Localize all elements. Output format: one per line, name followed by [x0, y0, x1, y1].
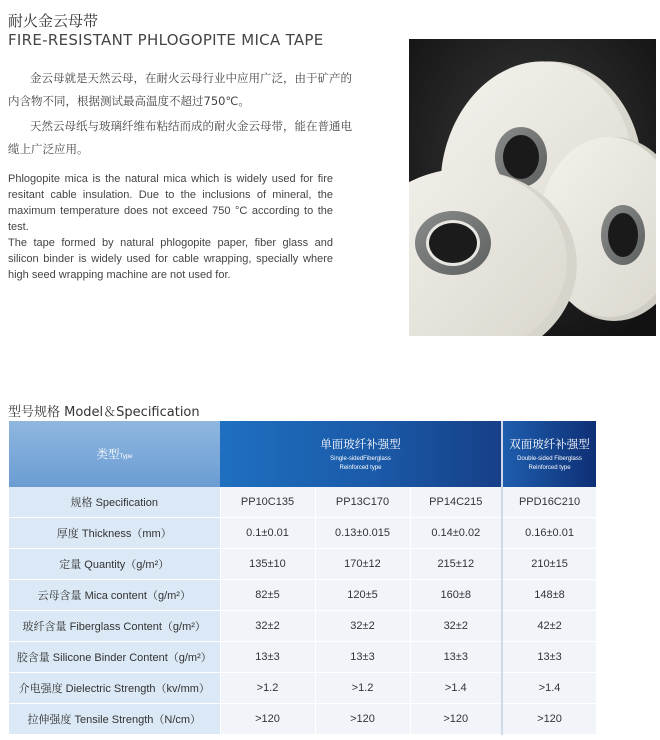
row-label: 规格 Specification	[9, 487, 220, 518]
description-cn-paragraph-1: 金云母就是天然云母，在耐火云母行业中应用广泛，由于矿产的内含物不同，根据测试最高温度不超过750℃。	[8, 71, 352, 108]
table-cell: PP10C135	[220, 487, 315, 518]
table-row	[9, 549, 596, 580]
table-cell: 0.14±0.02	[410, 518, 502, 549]
row-label: 厚度 Thickness（mm）	[9, 518, 220, 549]
table-cell: >120	[410, 704, 502, 735]
table-row	[9, 673, 596, 704]
table-cell: >1.4	[410, 673, 502, 704]
table-cell: 42±2	[502, 611, 596, 642]
product-photo	[409, 39, 656, 336]
header-double-en-2: Reinforced type	[528, 464, 571, 471]
header-single-sided	[220, 421, 502, 487]
header-type-cn: 类型	[96, 449, 120, 461]
table-cell: 210±15	[502, 549, 596, 580]
header-type	[9, 421, 220, 487]
table-cell: 170±12	[315, 549, 410, 580]
table-cell: 32±2	[315, 611, 410, 642]
row-label: 介电强度 Dielectric Strength（kv/mm）	[9, 673, 220, 704]
table-row	[9, 518, 596, 549]
table-cell: >1.2	[315, 673, 410, 704]
table-cell: PPD16C210	[502, 487, 596, 518]
row-label: 玻纤含量 Fiberglass Content（g/m²）	[9, 611, 220, 642]
spec-section-title: 型号规格 Model＆Specification	[8, 405, 200, 420]
header-single-en-2: Reinforced type	[339, 464, 382, 471]
header-double-cn: 双面玻纤补强型	[509, 438, 590, 451]
spec-table-header-row	[9, 421, 596, 487]
table-cell: >120	[220, 704, 315, 735]
table-cell: 135±10	[220, 549, 315, 580]
table-row	[9, 704, 596, 735]
row-label: 定量 Quantity（g/m²）	[9, 549, 220, 580]
table-cell: >1.4	[502, 673, 596, 704]
table-cell: 0.1±0.01	[220, 518, 315, 549]
table-cell: 32±2	[220, 611, 315, 642]
table-cell: 13±3	[315, 642, 410, 673]
table-cell: 215±12	[410, 549, 502, 580]
table-row	[9, 642, 596, 673]
header-single-en-1: Single-sidedFiberglass	[330, 455, 391, 462]
table-cell: 148±8	[502, 580, 596, 611]
product-title-cn: 耐火金云母带	[8, 12, 99, 30]
row-label: 拉伸强度 Tensile Strength（N/cm）	[9, 704, 220, 735]
header-single-cn: 单面玻纤补强型	[320, 438, 401, 451]
description-cn-paragraph-2: 天然云母纸与玻璃纤维布粘结而成的耐火金云母带，能在普通电缆上广泛应用。	[8, 119, 352, 156]
table-cell: >1.2	[220, 673, 315, 704]
table-cell: >120	[315, 704, 410, 735]
table-row	[9, 487, 596, 518]
table-cell: 13±3	[220, 642, 315, 673]
table-cell: 0.13±0.015	[315, 518, 410, 549]
header-double-en-1: Double-sided Fiberglass	[517, 455, 582, 462]
table-cell: PP13C170	[315, 487, 410, 518]
header-type-en: Type	[119, 454, 133, 460]
table-cell: PP14C215	[410, 487, 502, 518]
row-label: 云母含量 Mica content（g/m²）	[9, 580, 220, 611]
table-row	[9, 580, 596, 611]
table-cell: 160±8	[410, 580, 502, 611]
description-en-paragraph-2: The tape formed by natural phlogopite paper, fiber glass and silicon binder is widely used for cable wrapping, specially where high seed wrapping machine are not used for.	[8, 237, 333, 281]
description-en-paragraph-1: Phlogopite mica is the natural mica which is widely used for fire resitant cable insulation. Due to the inclusions of mineral, the maximum temperature does not exceed 750 °C according to the test.	[8, 173, 333, 233]
table-cell: 13±3	[410, 642, 502, 673]
table-cell: 120±5	[315, 580, 410, 611]
spec-table	[9, 421, 596, 735]
table-row	[9, 611, 596, 642]
row-label: 胶含量 Silicone Binder Content（g/m²）	[9, 642, 220, 673]
product-title-en: FIRE-RESISTANT PHLOGOPITE MICA TAPE	[8, 31, 324, 49]
table-cell: 32±2	[410, 611, 502, 642]
table-cell: >120	[502, 704, 596, 735]
table-cell: 0.16±0.01	[502, 518, 596, 549]
table-cell: 82±5	[220, 580, 315, 611]
header-double-sided	[502, 421, 596, 487]
mica-tape-rolls-image	[409, 39, 656, 336]
table-cell: 13±3	[502, 642, 596, 673]
